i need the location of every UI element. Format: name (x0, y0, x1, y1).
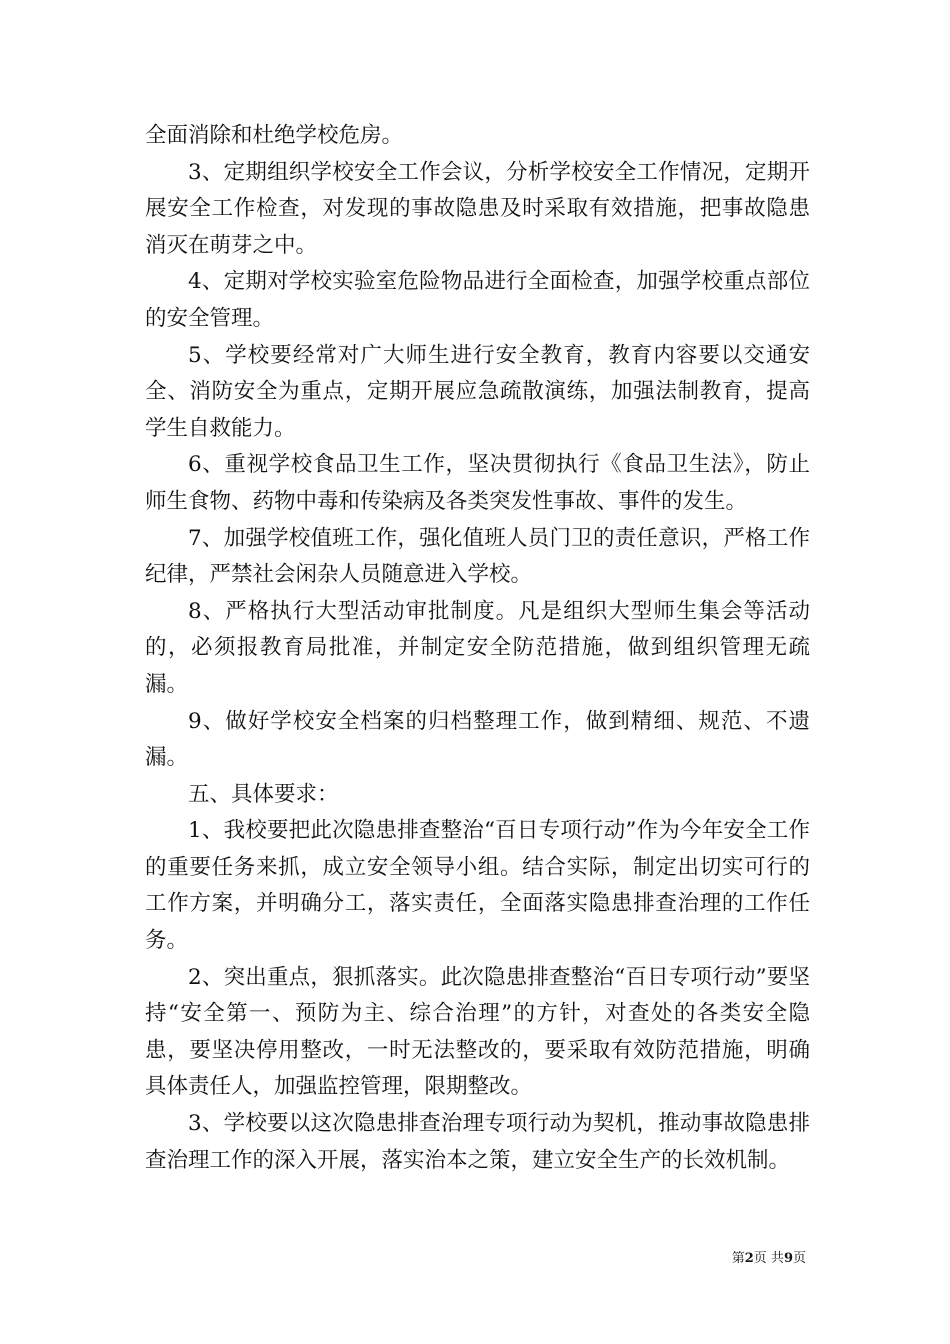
paragraph: 3、学校要以这次隐患排查治理专项行动为契机，推动事故隐患排查治理工作的深入开展，落实治本之策，建立安全生产的长效机制。 (145, 1111, 810, 1173)
page-footer (732, 1247, 806, 1266)
paragraph: 2、突出重点，狠抓落实。此次隐患排查整治“百日专项行动”要坚持“安全第一、预防为主、综合治理”的方针，对查处的各类安全隐患，要坚决停用整改，一时无法整改的，要采取有效防范措施，明确具体责任人，加强监控管理，限期整改。 (145, 964, 810, 1100)
paragraph: 9、做好学校安全档案的归档整理工作，做到精细、规范、不遗漏。 (145, 708, 810, 771)
footer-middle: 页 共 (753, 1251, 784, 1266)
current-page-number: 2 (744, 1251, 754, 1266)
paragraph: 8、严格执行大型活动审批制度。凡是组织大型师生集会等活动的，必须报教育局批准，并制定安全防范措施，做到组织管理无疏漏。 (145, 598, 810, 697)
paragraph: 6、重视学校食品卫生工作，坚决贯彻执行《食品卫生法》，防止师生食物、药物中毒和传染病及各类突发性事故、事件的发生。 (145, 452, 810, 514)
paragraph: 7、加强学校值班工作，强化值班人员门卫的责任意识，严格工作纪律，严禁社会闲杂人员随意进入学校。 (145, 525, 810, 588)
total-pages-number: 9 (783, 1251, 793, 1266)
section-heading: 五、具体要求： (188, 781, 339, 807)
footer-suffix: 页 (792, 1251, 806, 1266)
paragraph: 5、学校要经常对广大师生进行安全教育，教育内容要以交通安全、消防安全为重点，定期开展应急疏散演练，加强法制教育，提高学生自救能力。 (145, 342, 810, 441)
paragraph: 全面消除和杜绝学校危房。 (145, 123, 404, 148)
paragraph: 4、定期对学校实验室危险物品进行全面检查，加强学校重点部位的安全管理。 (145, 269, 810, 331)
paragraph: 1、我校要把此次隐患排查整治“百日专项行动”作为今年安全工作的重要任务来抓，成立安全领导小组。结合实际，制定出切实可行的工作方案，并明确分工，落实责任，全面落实隐患排查治理的工作任务。 (145, 818, 810, 954)
paragraph: 3、定期组织学校安全工作会议，分析学校安全工作情况，定期开展安全工作检查，对发现的事故隐患及时采取有效措施，把事故隐患消灭在萌芽之中。 (145, 159, 810, 258)
footer-prefix: 第 (731, 1251, 745, 1266)
document-body (145, 118, 810, 1179)
